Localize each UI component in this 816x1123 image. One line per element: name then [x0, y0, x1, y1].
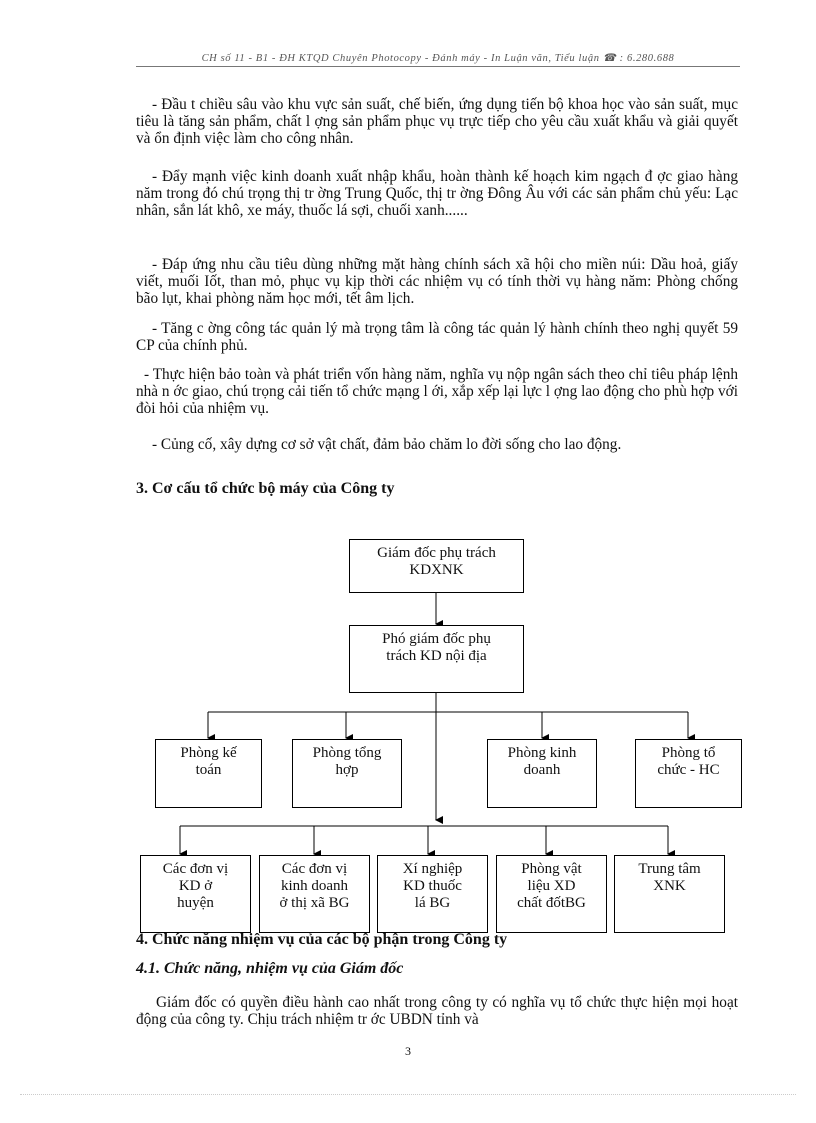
org-box-accounting: Phòng kế toán	[155, 739, 262, 808]
footer-rule	[20, 1094, 796, 1095]
paragraph-director-duties: Giám đốc có quyền điều hành cao nhất trong công ty có nghĩa vụ tổ chức thực hiện mọi hoạt động của công ty. Chịu trách nhiệm tr ớc UBDN tỉnh và	[136, 994, 738, 1028]
org-box-building-materials: Phòng vật liệu XD chất đốtBG	[496, 855, 607, 933]
page-number: 3	[405, 1044, 411, 1058]
section-3-title: 3. Cơ cấu tổ chức bộ máy của Công ty	[136, 480, 395, 497]
paragraph-facilities: - Củng cố, xây dựng cơ sở vật chất, đảm bảo chăm lo đời sống cho lao động.	[152, 436, 622, 453]
org-box-town-units: Các đơn vị kinh doanh ở thị xã BG	[259, 855, 370, 933]
section-4-title: 4. Chức năng nhiệm vụ của các bộ phận trong Công ty	[136, 931, 508, 948]
org-box-district-units: Các đơn vị KD ở huyện	[140, 855, 251, 933]
org-box-deputy-director: Phó giám đốc phụ trách KD nội địa	[349, 625, 524, 693]
org-box-xnk-center: Trung tâm XNK	[614, 855, 725, 933]
paragraph-capital: - Thực hiện bảo toàn và phát triển vốn hàng năm, nghĩa vụ nộp ngân sách theo chỉ tiêu pháp lệnh nhà n ớc giao, chú trọng cải tiến tổ chức mạng l ới, xắp xếp lại lực l ợng lao động cho phù hợp với đòi hỏi của nhiệm vụ.	[136, 366, 738, 417]
paragraph-export-import: - Đẩy mạnh việc kinh doanh xuất nhập khẩu, hoàn thành kế hoạch kim ngạch đ ợc giao hàng năm trong đó chú trọng thị tr ờng Trung Quốc, thị tr ờng Đông Âu với các sản phẩm chủ yếu: Lạc nhân, sắn lát khô, xe máy, thuốc lá sợi, chuối xanh......	[136, 168, 738, 219]
page-header: CH số 11 - B1 - ĐH KTQD Chuyên Photocopy - Đánh máy - In Luận văn, Tiểu luận ☎ : 6.280.688	[201, 53, 675, 64]
paragraph-management: - Tăng c ờng công tác quản lý mà trọng tâm là công tác quản lý hành chính theo nghị quyết 59 CP của chính phủ.	[136, 320, 738, 354]
org-box-business: Phòng kinh doanh	[487, 739, 597, 808]
paragraph-consumer-goods: - Đáp ứng nhu cầu tiêu dùng những mặt hàng chính sách xã hội cho miền núi: Dầu hoả, giấy viết, muối Iốt, than mỏ, phục vụ kịp thời các nhiệm vụ có tính thời vụ hàng năm: Phòng chống bão lụt, khai phòng năm học mới, tết âm lịch.	[136, 256, 738, 307]
org-box-tobacco-enterprise: Xí nghiệp KD thuốc lá BG	[377, 855, 488, 933]
paragraph-investment: - Đầu t chiều sâu vào khu vực sản suất, chế biến, ứng dụng tiến bộ khoa học vào sản suất, mục tiêu là tăng sản phẩm, chất l ợng sản phẩm phục vụ trực tiếp cho yêu cầu xuất khẩu và giải quyết và ổn định việc làm cho công nhân.	[136, 96, 738, 147]
section-4-1-title: 4.1. Chức năng, nhiệm vụ của Giám đốc	[136, 960, 404, 977]
org-box-hr-admin: Phòng tổ chức - HC	[635, 739, 742, 808]
org-box-director: Giám đốc phụ trách KDXNK	[349, 539, 524, 593]
org-box-general-affairs: Phòng tổng hợp	[292, 739, 402, 808]
